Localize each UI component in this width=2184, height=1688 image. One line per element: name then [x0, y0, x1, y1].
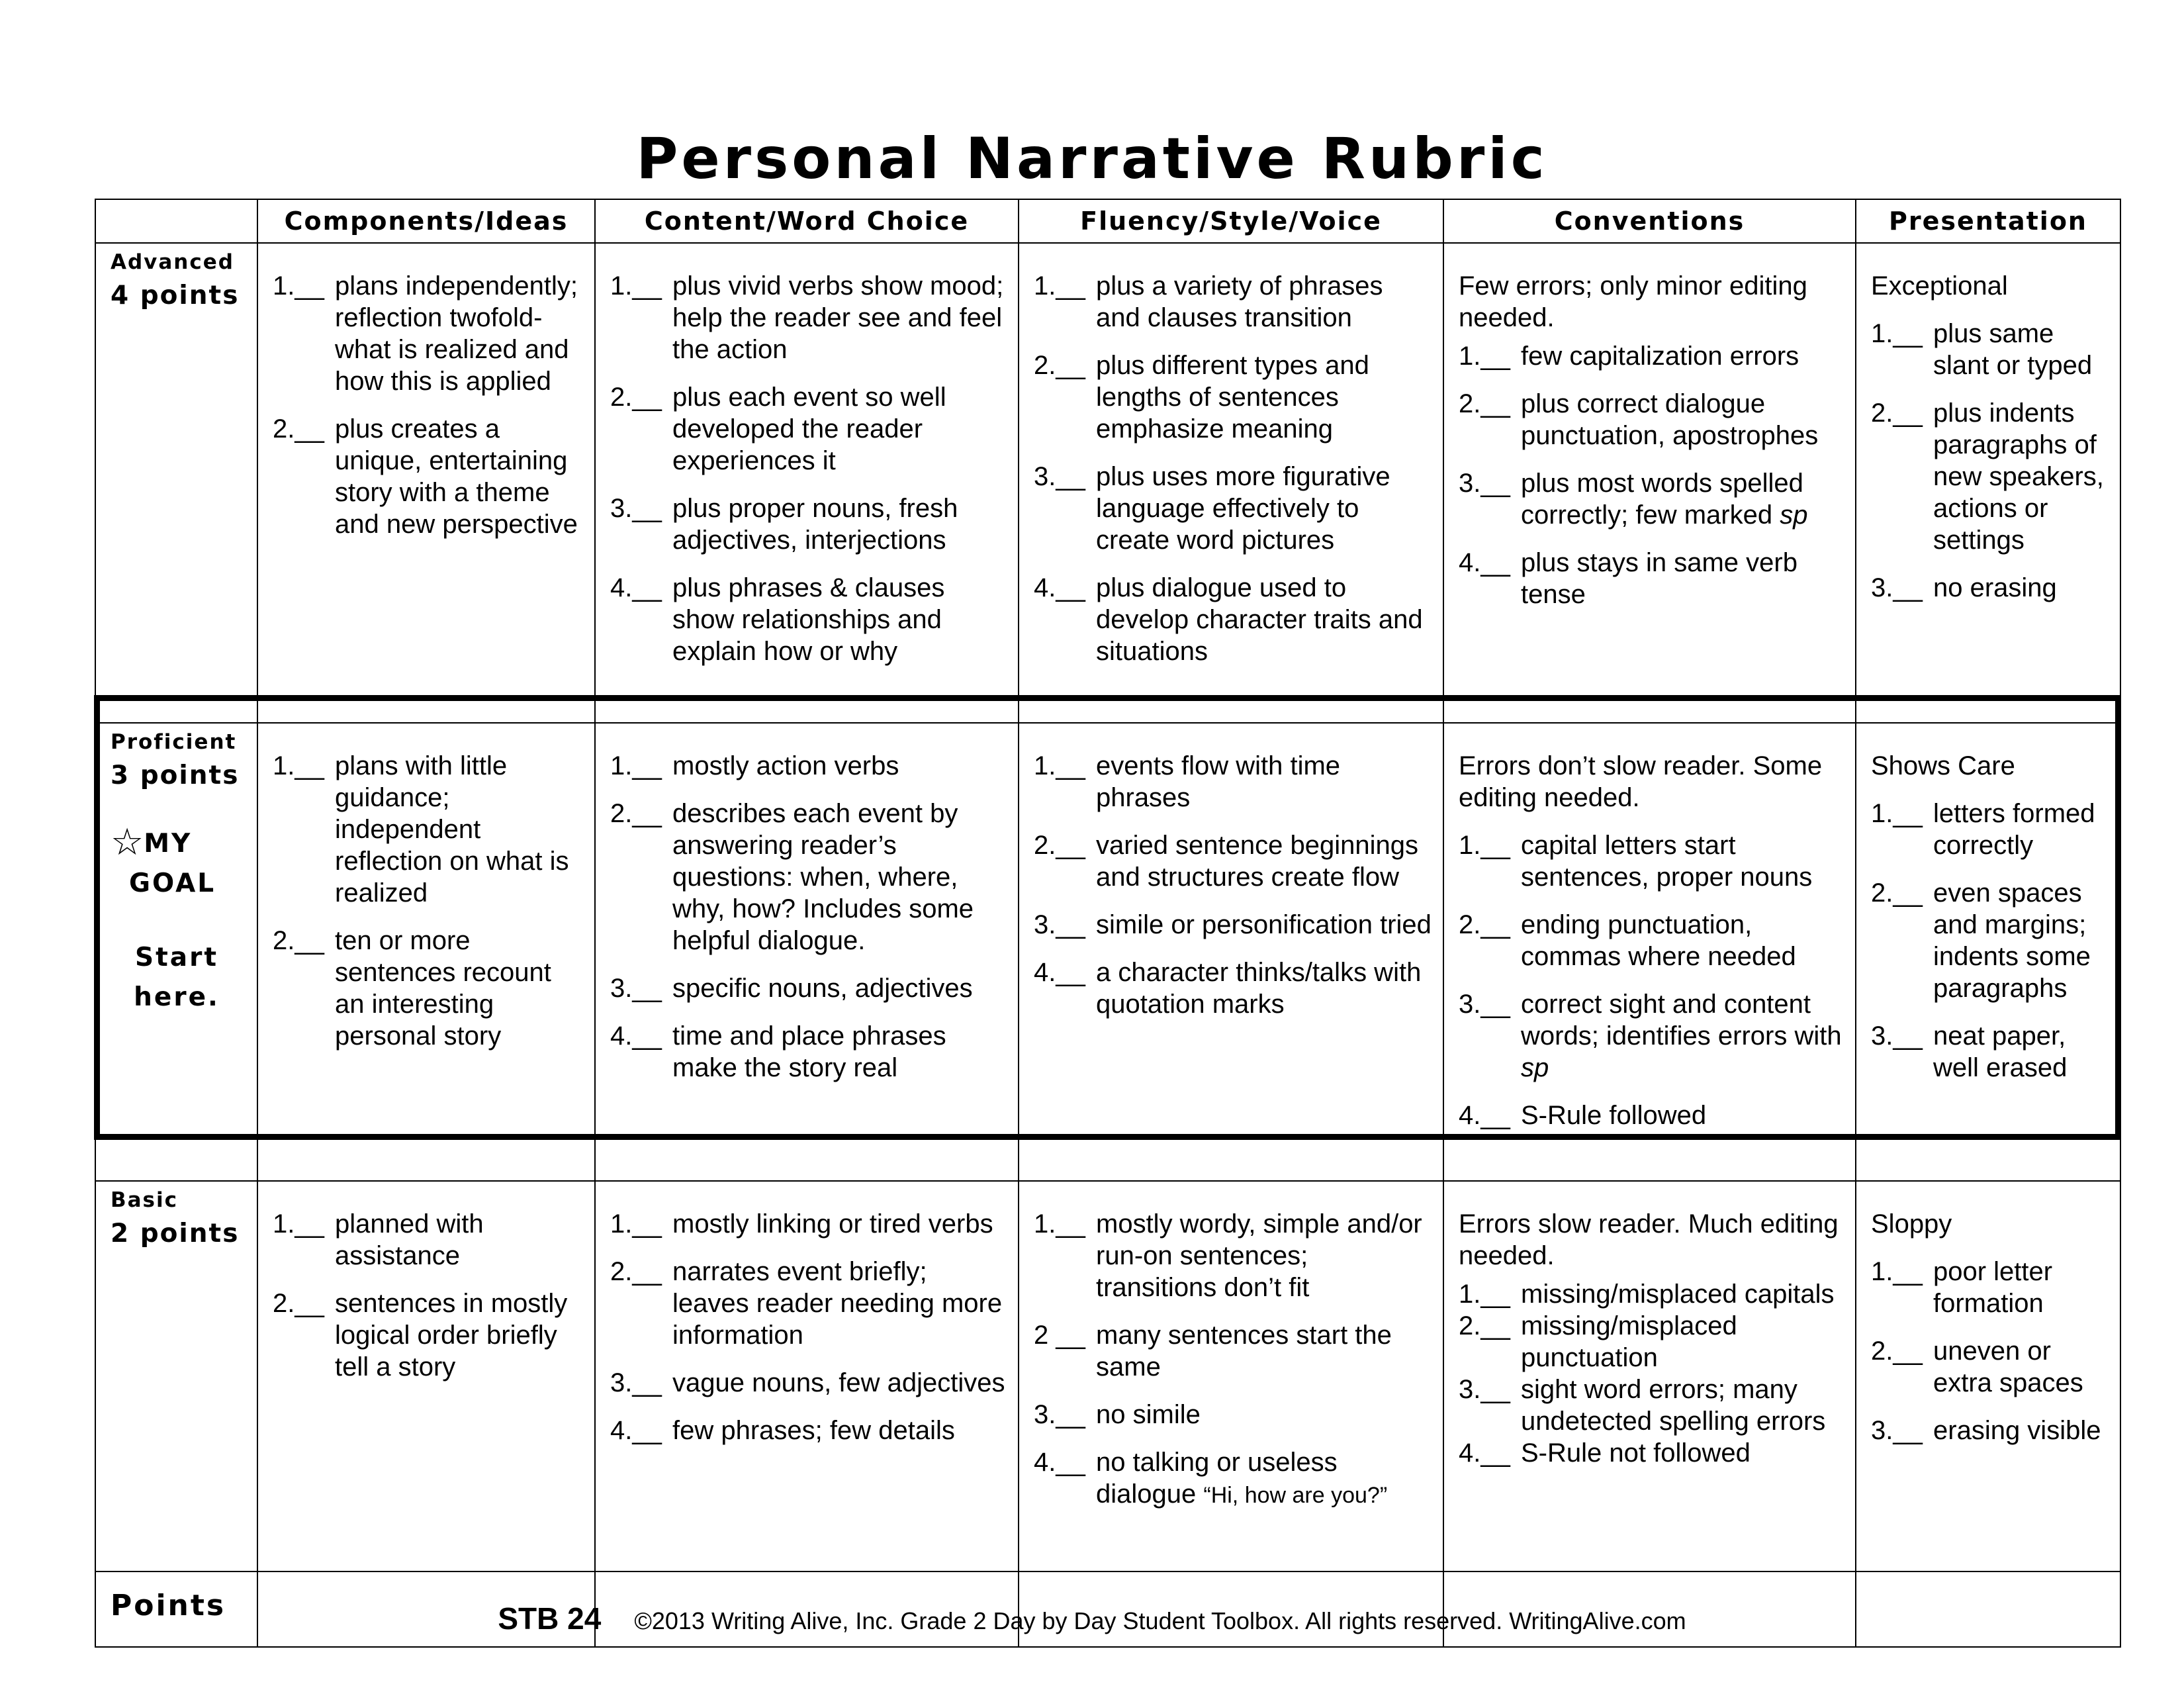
proficient-presentation [1856, 723, 2120, 1181]
list-item: 1.__ planned with assistance [273, 1209, 484, 1270]
advanced-conventions [1443, 243, 1856, 723]
rubric-table [95, 199, 2121, 1648]
level-cell-basic [95, 1181, 257, 1571]
list-item: 1.__ plus a variety of phrases and clauses transition [1034, 271, 1383, 332]
presentation-intro: Shows Care [1871, 751, 2015, 780]
list-item: 1.__ capital letters start sentences, proper nouns [1459, 831, 1813, 892]
level-cell-advanced [95, 243, 257, 723]
list-item: 4.__ few phrases; few details [610, 1416, 955, 1445]
header-row [95, 199, 2120, 243]
list-item: 1.__ plans independently; reflection twofold- what is realized and how this is applied [273, 271, 578, 396]
list-item: 3.__ sight word errors; many undetected spelling errors [1459, 1375, 1826, 1436]
list-item: 2.__ ending punctuation, commas where needed [1459, 910, 1796, 971]
conventions-intro: Errors slow reader. Much editing needed. [1459, 1209, 1839, 1270]
list-item: 4.__ plus phrases & clauses show relationships and explain how or why [610, 573, 945, 666]
list-item: 1.__ mostly wordy, simple and/or run-on sentences; transitions don’t fit [1034, 1209, 1422, 1302]
list-item: 3.__ plus most words spelled correctly; few marked sp [1459, 469, 1808, 530]
list-item: 1.__ missing/misplaced capitals [1459, 1280, 1835, 1309]
list-item: 2.__ missing/misplaced punctuation [1459, 1311, 1737, 1372]
list-item: 4.__ no talking or useless dialogue “Hi, how are you?” [1034, 1448, 1388, 1509]
list-item: 3.__ no erasing [1871, 573, 2057, 602]
proficient-fluency [1019, 723, 1443, 1181]
row-proficient [95, 723, 2120, 1181]
basic-conventions [1443, 1181, 1856, 1571]
level-cell-proficient [95, 723, 257, 1181]
page-code: STB 24 [498, 1601, 602, 1636]
advanced-content [595, 243, 1019, 723]
list-item: 3.__ neat paper, well erased [1871, 1021, 2068, 1082]
list-item: 1.__ plus same slant or typed [1871, 319, 2093, 380]
list-item: 2.__ plus each event so well developed the reader experiences it [610, 383, 946, 475]
list-item: 2.__ plus different types and lengths of sentences emphasize meaning [1034, 351, 1369, 444]
basic-components [257, 1181, 595, 1571]
list-item: 3.__ vague nouns, few adjectives [610, 1368, 1005, 1397]
advanced-fluency [1019, 243, 1443, 723]
conventions-intro: Errors don’t slow reader. Some editing needed. [1459, 751, 1823, 812]
list-item: 2.__ describes each event by answering reader’s questions: when, where, why, how? Includes some helpful dialogue. [610, 799, 974, 955]
level-points: 2 points [111, 1219, 240, 1248]
corner-cell [95, 199, 257, 243]
list-item: 2.__ plus creates a unique, entertaining story with a theme and new perspective [273, 414, 578, 539]
footer [0, 1599, 2184, 1641]
copyright-text: ©2013 Writing Alive, Inc. Grade 2 Day by Day Student Toolbox. All rights reserved. WritingAlive.com [634, 1607, 1686, 1634]
list-item: 4.__ a character thinks/talks with quotation marks [1034, 958, 1422, 1019]
points-label: Points [95, 1571, 257, 1647]
list-item: 2.__ plus correct dialogue punctuation, apostrophes [1459, 389, 1819, 450]
star-icon: ☆ [111, 821, 144, 864]
row-advanced [95, 243, 2120, 723]
list-item: 4.__ S-Rule followed [1459, 1101, 1707, 1130]
list-item: 3.__ plus uses more figurative language effectively to create word pictures [1034, 462, 1390, 555]
advanced-components [257, 243, 595, 723]
level-name: Advanced [111, 250, 234, 274]
col-header-fluency: Fluency/Style/Voice [1019, 199, 1443, 243]
list-item: 2 __ many sentences start the same [1034, 1321, 1392, 1382]
proficient-components [257, 723, 595, 1181]
level-name: Proficient [111, 730, 237, 754]
list-item: 2.__ narrates event briefly; leaves reader needing more information [610, 1257, 1003, 1350]
list-item: 1.__ mostly linking or tired verbs [610, 1209, 993, 1239]
basic-content [595, 1181, 1019, 1571]
col-header-conventions: Conventions [1443, 199, 1856, 243]
presentation-intro: Exceptional [1871, 271, 2008, 301]
basic-presentation [1856, 1181, 2120, 1571]
basic-fluency [1019, 1181, 1443, 1571]
list-item: 2.__ ten or more sentences recount an interesting personal story [273, 926, 551, 1051]
list-item: 1.__ mostly action verbs [610, 751, 899, 780]
list-item: 1.__ plans with little guidance; independent reflection on what is realized [273, 751, 569, 908]
list-item: 2.__ varied sentence beginnings and structures create flow [1034, 831, 1419, 892]
list-item: 1.__ poor letter formation [1871, 1257, 2053, 1318]
start-here-label: Start here. [134, 943, 220, 1012]
list-item: 3.__ plus proper nouns, fresh adjectives, interjections [610, 494, 958, 555]
advanced-presentation [1856, 243, 2120, 723]
conventions-intro: Few errors; only minor editing needed. [1459, 271, 1807, 332]
list-item: 3.__ erasing visible [1871, 1416, 2101, 1445]
list-item: 3.__ no simile [1034, 1400, 1201, 1429]
list-item: 1.__ few capitalization errors [1459, 342, 1799, 371]
presentation-intro: Sloppy [1871, 1209, 1952, 1239]
level-points: 4 points [111, 281, 240, 310]
col-header-content: Content/Word Choice [595, 199, 1019, 243]
list-item: 3.__ simile or personification tried [1034, 910, 1432, 939]
col-header-components: Components/Ideas [257, 199, 595, 243]
list-item: 3.__ specific nouns, adjectives [610, 974, 973, 1003]
list-item: 4.__ S-Rule not followed [1459, 1438, 1751, 1468]
list-item: 1.__ events flow with time phrases [1034, 751, 1341, 812]
list-item: 4.__ plus dialogue used to develop character traits and situations [1034, 573, 1423, 666]
list-item: 2.__ uneven or extra spaces [1871, 1336, 2083, 1397]
list-item: 4.__ plus stays in same verb tense [1459, 548, 1797, 609]
level-name: Basic [111, 1188, 179, 1212]
list-item: 2.__ even spaces and margins; indents some paragraphs [1871, 878, 2091, 1003]
list-item: 1.__ letters formed correctly [1871, 799, 2095, 860]
row-basic [95, 1181, 2120, 1571]
list-item: 2.__ sentences in mostly logical order briefly tell a story [273, 1289, 568, 1382]
proficient-content [595, 723, 1019, 1181]
level-points: 3 points [111, 761, 240, 790]
list-item: 1.__ plus vivid verbs show mood; help the reader see and feel the action [610, 271, 1004, 364]
my-goal-label: ☆MY GOAL [111, 821, 216, 898]
page-title: Personal Narrative Rubric [636, 126, 1548, 192]
proficient-conventions [1443, 723, 1856, 1181]
list-item: 4.__ time and place phrases make the story real [610, 1021, 946, 1082]
list-item: 2.__ plus indents paragraphs of new speakers, actions or settings [1871, 399, 2104, 555]
col-header-presentation: Presentation [1856, 199, 2120, 243]
list-item: 3.__ correct sight and content words; identifies errors with sp [1459, 990, 1842, 1082]
